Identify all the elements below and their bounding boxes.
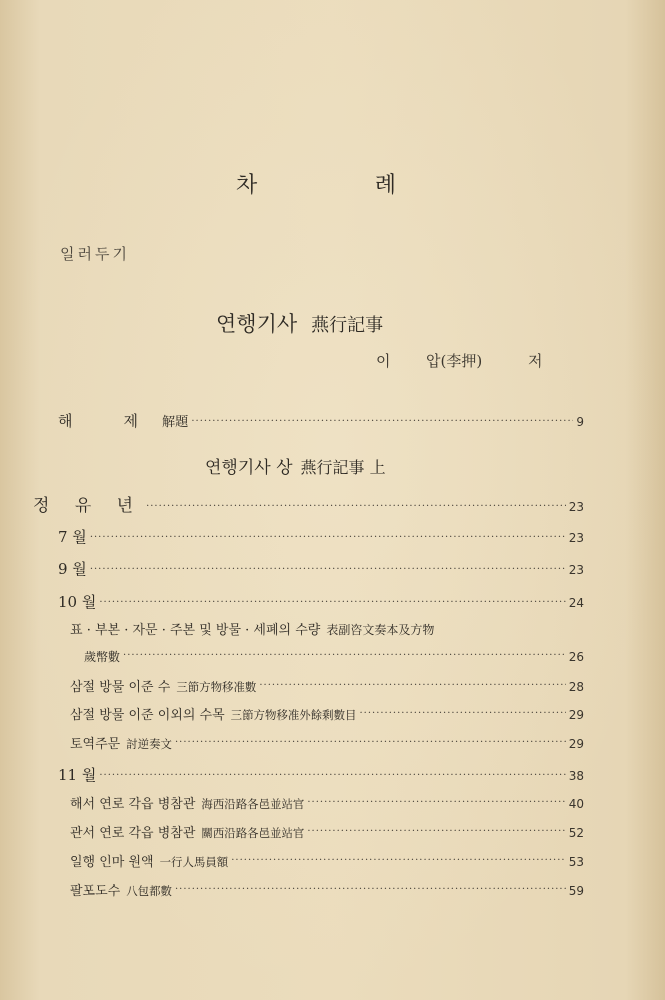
leader-dots bbox=[259, 680, 565, 695]
page-title-left: 차 bbox=[236, 173, 258, 198]
toc-entry-year[interactable] bbox=[33, 491, 584, 516]
leader-dots bbox=[90, 532, 566, 547]
toc-entry-label: 9 월 bbox=[58, 560, 87, 578]
toc-entry-label: 해 제 bbox=[58, 412, 156, 430]
toc-entry-label: 관서 연로 각읍 병참관 bbox=[70, 826, 196, 841]
toc-entry-hanja: 解題 bbox=[161, 415, 189, 430]
toc-entry-documents[interactable] bbox=[70, 619, 434, 638]
toc-entry-party-quota[interactable] bbox=[70, 851, 584, 870]
work-title bbox=[216, 308, 383, 338]
leader-dots bbox=[175, 737, 566, 752]
toc-entry-haeseo-route[interactable] bbox=[70, 793, 584, 812]
toc-entry-label: 삼절 방물 이준 수 bbox=[70, 680, 171, 695]
leader-dots bbox=[191, 416, 573, 431]
toc-entry-month-10[interactable] bbox=[58, 591, 584, 612]
leader-dots bbox=[123, 650, 566, 665]
author-surname: 이 bbox=[376, 352, 391, 370]
toc-entry-hanja: 八包都數 bbox=[126, 884, 172, 898]
toc-entry-page: 23 bbox=[568, 531, 584, 545]
toc-entry-page: 9 bbox=[576, 415, 584, 429]
toc-entry-page: 38 bbox=[568, 769, 584, 783]
page-title bbox=[236, 168, 396, 199]
toc-entry-tribute-surplus[interactable] bbox=[70, 704, 584, 723]
notes-link[interactable]: 일러두기 bbox=[60, 245, 130, 263]
toc-entry-label: 7 월 bbox=[58, 528, 87, 546]
leader-dots bbox=[307, 826, 565, 841]
toc-entry-hanja: 表副咨文奏本及方物 bbox=[326, 623, 435, 637]
toc-entry-month-9[interactable] bbox=[58, 558, 584, 579]
leader-dots bbox=[90, 564, 566, 579]
author-role: 저 bbox=[528, 352, 543, 370]
toc-entry-label: 해서 연로 각읍 병참관 bbox=[70, 797, 196, 812]
leader-dots bbox=[175, 884, 566, 899]
toc-entry-tribute-count[interactable] bbox=[70, 676, 584, 695]
toc-entry-intro[interactable] bbox=[58, 410, 584, 431]
toc-entry-page: 26 bbox=[568, 650, 584, 664]
work-title-korean: 연행기사 bbox=[216, 312, 298, 336]
toc-entry-page: 53 bbox=[568, 855, 584, 869]
toc-entry-label: 정 유 년 bbox=[33, 496, 144, 516]
leader-dots bbox=[307, 797, 565, 812]
toc-entry-hanja: 三節方物移准數 bbox=[176, 680, 257, 694]
toc-entry-page: 24 bbox=[568, 596, 584, 610]
volume-title-korean: 연행기사 상 bbox=[205, 458, 293, 478]
volume-title-hanja: 燕行記事 上 bbox=[300, 458, 386, 477]
toc-entry-hanja: 歲幣數 bbox=[84, 650, 121, 664]
toc-entry-month-7[interactable] bbox=[58, 526, 584, 547]
toc-entry-label: 일행 인마 원액 bbox=[70, 855, 154, 870]
toc-entry-label: 11 월 bbox=[58, 766, 97, 784]
leader-dots bbox=[146, 501, 566, 516]
toc-entry-page: 52 bbox=[568, 826, 584, 840]
toc-entry-gwanseo-route[interactable] bbox=[70, 822, 584, 841]
toc-entry-label: 10 월 bbox=[58, 593, 97, 611]
volume-title bbox=[205, 453, 386, 478]
toc-entry-label: 삼절 방물 이준 이외의 수목 bbox=[70, 708, 225, 723]
toc-entry-eight-packs[interactable] bbox=[70, 880, 584, 899]
toc-entry-month-11[interactable] bbox=[58, 764, 584, 785]
toc-entry-label: 표 · 부본 · 자문 · 주본 및 방물 · 세폐의 수량 bbox=[70, 623, 321, 638]
leader-dots bbox=[359, 708, 565, 723]
page-title-right: 례 bbox=[374, 173, 396, 198]
toc-entry-page: 40 bbox=[568, 797, 584, 811]
author-name: 압(李押) bbox=[426, 352, 483, 370]
work-title-hanja: 燕行記事 bbox=[311, 315, 384, 336]
toc-entry-page: 29 bbox=[568, 708, 584, 722]
toc-entry-hanja: 討逆奏文 bbox=[126, 737, 172, 751]
toc-entry-hanja: 三節方物移准外餘剩數目 bbox=[230, 708, 357, 722]
toc-entry-page: 28 bbox=[568, 680, 584, 694]
toc-entry-documents-cont[interactable] bbox=[84, 648, 584, 665]
toc-entry-page: 23 bbox=[568, 500, 584, 514]
toc-entry-label: 토역주문 bbox=[70, 737, 121, 752]
toc-entry-page: 59 bbox=[568, 884, 584, 898]
leader-dots bbox=[231, 855, 565, 870]
leader-dots bbox=[99, 597, 565, 612]
toc-entry-page: 29 bbox=[568, 737, 584, 751]
toc-entry-memorial[interactable] bbox=[70, 733, 584, 752]
toc-entry-hanja: 一行人馬員額 bbox=[159, 855, 229, 869]
toc-entry-label: 팔포도수 bbox=[70, 884, 121, 899]
toc-entry-hanja: 海西沿路各邑並站官 bbox=[201, 797, 305, 811]
leader-dots bbox=[99, 770, 565, 785]
toc-entry-page: 23 bbox=[568, 563, 584, 577]
toc-entry-hanja: 關西沿路各邑並站官 bbox=[201, 826, 305, 840]
